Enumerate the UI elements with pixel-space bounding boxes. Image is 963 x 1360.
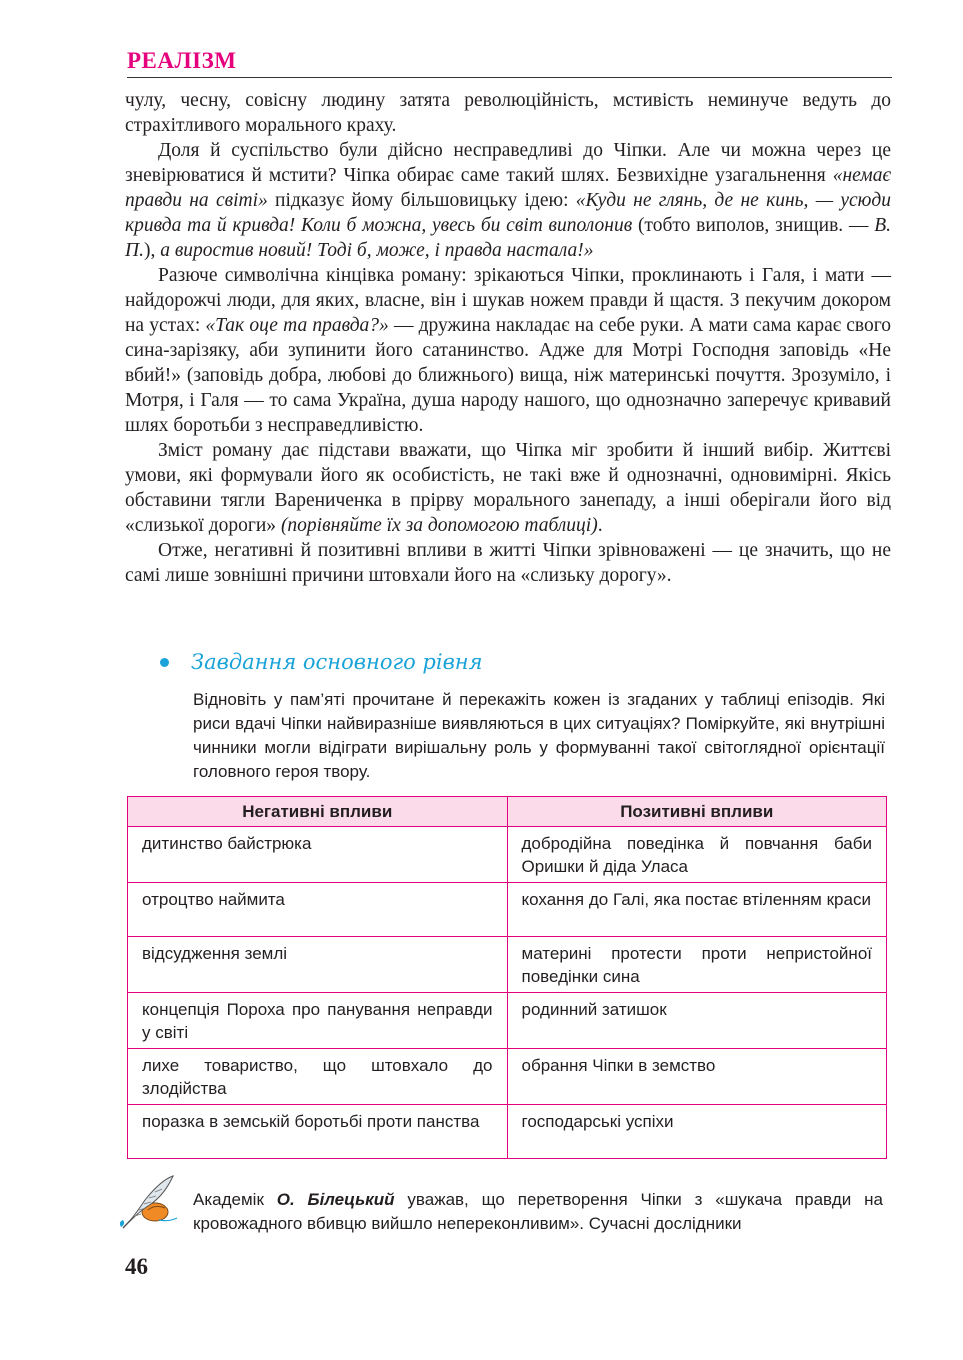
negative-influence-cell: лихе товариство, що штовхало до злодійства [128, 1049, 508, 1105]
text-run: підказує йому більшовицьку ідею: [267, 190, 576, 211]
quill-pen-icon [115, 1170, 183, 1232]
text-run: чулу, чесну, совісну людину затята революційність, мстивість неминуче ведуть до страхітливого морального краху. [125, 90, 891, 136]
header-negative: Негативні впливи [128, 797, 508, 827]
text-run: Разюче символічна кінцівка роману: зрікаються Чіпки, проклинають і Галя, і мати — найдорожчі люди, для яких, власне, він і шукав ножем правди й щастя. З пекучим докором на устах: [125, 265, 891, 336]
task-text: Відновіть у пам’яті прочитане й перекажіть кожен із згаданих у таблиці епізодів. Які риси вдачі Чіпки найвиразніше виявляються в цих ситуаціях? Поміркуйте, які внутрішні чинники могли відіграти вирішальну роль у формуванні такої світоглядної орієнтації головного героя твору. [193, 690, 885, 781]
italic-run: В. П. [125, 215, 891, 261]
note-rest: уважав, що перетворення Чіпки з «шукача правди на кровожадного вбивцю вийшло непереконливим». Сучасні дослідники [193, 1190, 883, 1233]
positive-influence-cell: господарські успіхи [507, 1105, 887, 1159]
table-row [128, 937, 887, 993]
negative-influence-cell: дитинство байстрюка [128, 827, 508, 883]
body-paragraph [125, 138, 891, 263]
header-positive: Позитивні впливи [507, 797, 887, 827]
italic-run: «немає правди на світі» [125, 165, 891, 211]
table-header-row [128, 797, 887, 827]
note-author: О. Білецький [276, 1190, 395, 1209]
negative-influence-cell: концепція Пороха про панування неправди у світі [128, 993, 508, 1049]
negative-influence-cell: відсудження землі [128, 937, 508, 993]
text-run: Доля й суспільство були дійсно несправедливі до Чіпки. Але чи можна через це зневірюватися й мстити? Чіпка обирає саме такий шлях. Безвихідне узагальнення [125, 140, 891, 186]
note-block [115, 1170, 885, 1236]
influences-table [127, 796, 887, 1159]
positive-influence-cell: родинний затишок [507, 993, 887, 1049]
header-divider [127, 77, 892, 78]
positive-influence-cell: кохання до Галі, яка постає втіленням краси [507, 883, 887, 937]
text-run: Отже, негативні й позитивні впливи в житті Чіпки зрівноважені — це значить, що не самі лише зовнішні причини штовхали його на «слизьку дорогу». [125, 540, 891, 586]
table-row [128, 1049, 887, 1105]
bullet-icon [160, 658, 169, 667]
table-row [128, 827, 887, 883]
task-title: Завдання основного рівня [191, 650, 483, 674]
italic-run: «Так оце та правда?» [205, 315, 389, 336]
table-row [128, 1105, 887, 1159]
body-paragraph [125, 438, 891, 538]
page-number: 46 [125, 1254, 148, 1279]
body-paragraph [125, 88, 891, 138]
positive-influence-cell: обрання Чіпки в земство [507, 1049, 887, 1105]
negative-influence-cell: поразка в земській боротьбі проти панства [128, 1105, 508, 1159]
italic-run: а виростив новий! Тоді б, може, і правда настала!» [160, 240, 594, 261]
negative-influence-cell: отроцтво наймита [128, 883, 508, 937]
italic-run: (порівняйте їх за допомогою таблиці) [280, 515, 598, 536]
table-row [128, 883, 887, 937]
italic-run: «Куди не глянь, де не кинь, — усюди кривда та й кривда! Коли б можна, увесь би світ виполонив [125, 190, 891, 236]
text-run: (тобто виполов, знищив. — [632, 215, 875, 236]
text-run: ), [143, 240, 161, 261]
text-run: Зміст роману дає підстави вважати, що Чіпка міг зробити й інший вибір. Життєві умови, які формували його як особистість, не такі вже й однозначні, одновимірні. Якісь обставини тягли Варениченка в прірву морального занепаду, а інші оберігали його від «слизької дороги» [125, 440, 891, 536]
section-title: РЕАЛІЗМ [127, 48, 237, 73]
task-heading [160, 650, 483, 674]
note-prefix: Академік [193, 1190, 277, 1209]
text-run: . [597, 515, 603, 536]
note-text [193, 1170, 883, 1236]
body-text [125, 88, 891, 588]
body-paragraph [125, 263, 891, 438]
positive-influence-cell: добродійна поведінка й повчання баби Оришки й діда Уласа [507, 827, 887, 883]
table-row [128, 993, 887, 1049]
positive-influence-cell: материні протести проти непристойної поведінки сина [507, 937, 887, 993]
body-paragraph [125, 538, 891, 588]
text-run: — дружина накладає на себе руки. А мати сама карає свого сина-зарізяку, аби зупинити його сатанинство. Адже для Мотрі Господня заповідь «Не вбий!» (заповідь добра, любові до ближнього) вища, ніж материнські почуття. Зрозуміло, і Мотря, і Галя — то сама Україна, душа народу нашого, що однозначно заперечує кривавий шлях боротьби з несправедливістю. [125, 315, 891, 436]
